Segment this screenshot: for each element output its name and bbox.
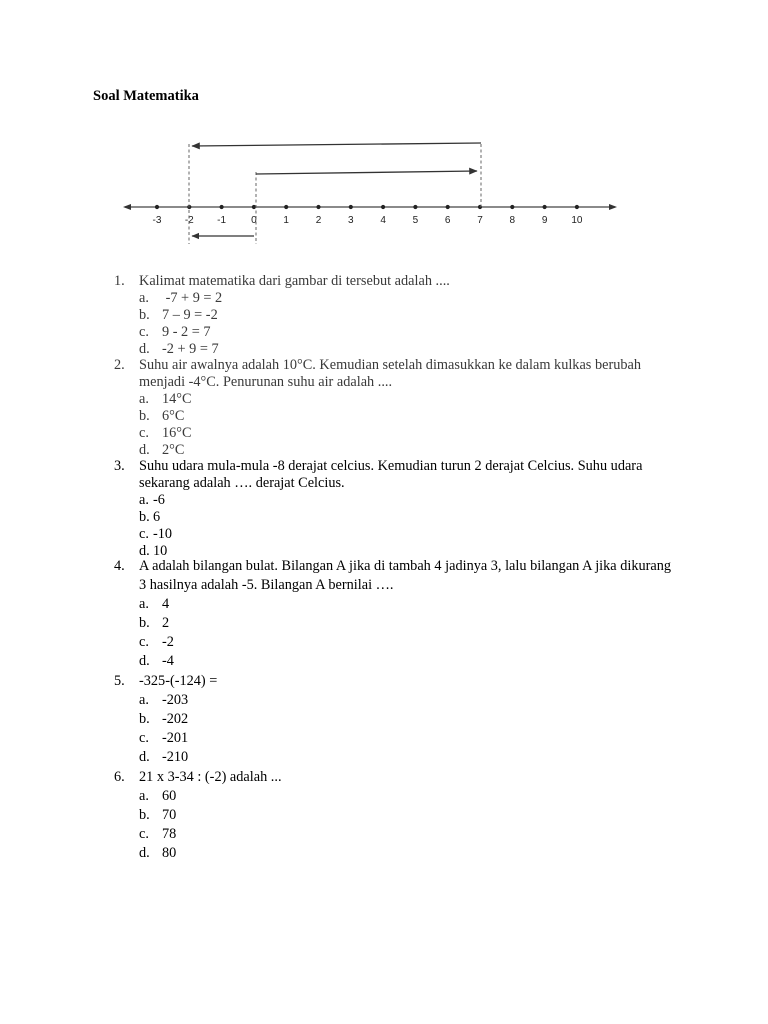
tick-dot xyxy=(284,205,288,209)
question-text: 21 x 3-34 : (-2) adalah ... xyxy=(139,769,282,785)
number-line-figure xyxy=(120,136,620,248)
option-a: a. 60 xyxy=(139,788,177,804)
option-list xyxy=(139,391,674,459)
question-number: 5. xyxy=(114,673,125,689)
question-2 xyxy=(114,357,674,459)
option-b: b. 70 xyxy=(139,807,177,823)
tick-labels xyxy=(153,215,583,226)
option-a: a. -7 + 9 = 2 xyxy=(139,290,223,306)
option-d: d. 10 xyxy=(139,543,168,559)
tick-label: 6 xyxy=(444,215,451,226)
tick-dot xyxy=(220,205,224,209)
tick-label: 10 xyxy=(571,215,583,226)
option-c: c. -2 xyxy=(139,634,174,650)
tick-label: 0 xyxy=(251,215,257,226)
option-d: d. 2°C xyxy=(139,442,185,458)
tick-label: -3 xyxy=(152,215,162,226)
question-number: 4. xyxy=(114,558,125,574)
option-c: c. 16°C xyxy=(139,425,192,441)
option-a: a. 14°C xyxy=(139,391,192,407)
tick-label: 8 xyxy=(509,215,516,226)
arrow-zero-to-seven xyxy=(256,171,477,174)
arrow-seven-to-minus-two xyxy=(192,143,481,146)
question-6 xyxy=(114,768,674,863)
tick-label: 9 xyxy=(541,215,548,226)
option-a: a. -203 xyxy=(139,692,189,708)
question-text: -325-(-124) = xyxy=(139,673,218,689)
option-b: b. 6°C xyxy=(139,408,185,424)
question-text: Suhu udara mula-mula -8 derajat celcius. Kemudian turun 2 derajat Celcius. Suhu udara sekarang adalah …. derajat Celcius. xyxy=(139,458,643,491)
question-text: Kalimat matematika dari gambar di tersebut adalah .... xyxy=(139,273,450,289)
option-list xyxy=(139,595,674,671)
option-list xyxy=(139,691,674,767)
question-3 xyxy=(114,458,674,560)
axis-arrow-right xyxy=(609,204,617,210)
tick-dot xyxy=(252,205,256,209)
option-b: b. 2 xyxy=(139,615,170,631)
tick-dot xyxy=(413,205,417,209)
option-a: a. 4 xyxy=(139,596,170,612)
tick-label: 7 xyxy=(477,215,483,226)
option-c: c. 9 - 2 = 7 xyxy=(139,324,211,340)
option-d: d. -210 xyxy=(139,749,189,765)
option-b: b. 7 – 9 = -2 xyxy=(139,307,218,323)
option-list xyxy=(139,787,674,863)
question-number: 3. xyxy=(114,458,125,474)
question-text: Suhu air awalnya adalah 10°C. Kemudian setelah dimasukkan ke dalam kulkas berubah menjadi -4°C. Penurunan suhu air adalah .... xyxy=(139,357,641,390)
question-number: 6. xyxy=(114,769,125,785)
option-b: b. -202 xyxy=(139,711,189,727)
tick-dot xyxy=(155,205,159,209)
tick-label: 1 xyxy=(283,215,289,226)
question-number: 1. xyxy=(114,273,125,289)
tick-dot xyxy=(316,205,320,209)
option-list xyxy=(139,492,674,560)
tick-dot xyxy=(510,205,514,209)
question-4 xyxy=(114,557,674,671)
tick-label: 3 xyxy=(348,215,354,226)
tick-label: 4 xyxy=(380,215,386,226)
tick-dot xyxy=(575,205,579,209)
tick-dot xyxy=(446,205,450,209)
tick-label: -2 xyxy=(184,215,194,226)
question-number: 2. xyxy=(114,357,125,373)
option-d: d. -2 + 9 = 7 xyxy=(139,341,219,357)
option-c: c. 78 xyxy=(139,826,177,842)
option-list xyxy=(139,290,674,358)
tick-label: -1 xyxy=(217,215,227,226)
question-5 xyxy=(114,672,674,767)
option-c: c. -10 xyxy=(139,526,173,542)
option-b: b. 6 xyxy=(139,509,161,525)
page-title: Soal Matematika xyxy=(93,88,199,104)
tick-dot xyxy=(349,205,353,209)
tick-label: 5 xyxy=(412,215,419,226)
option-c: c. -201 xyxy=(139,730,189,746)
axis-arrow-left xyxy=(123,204,131,210)
option-d: d. -4 xyxy=(139,653,174,669)
question-text: A adalah bilangan bulat. Bilangan A jika di tambah 4 jadinya 3, lalu bilangan A jika dikurang 3 hasilnya adalah -5. Bilangan A bernilai …. xyxy=(139,558,672,593)
option-a: a. -6 xyxy=(139,492,165,508)
tick-dot xyxy=(381,205,385,209)
option-d: d. 80 xyxy=(139,845,177,861)
tick-label: 2 xyxy=(315,215,322,226)
question-1 xyxy=(114,273,674,358)
tick-dot xyxy=(543,205,547,209)
